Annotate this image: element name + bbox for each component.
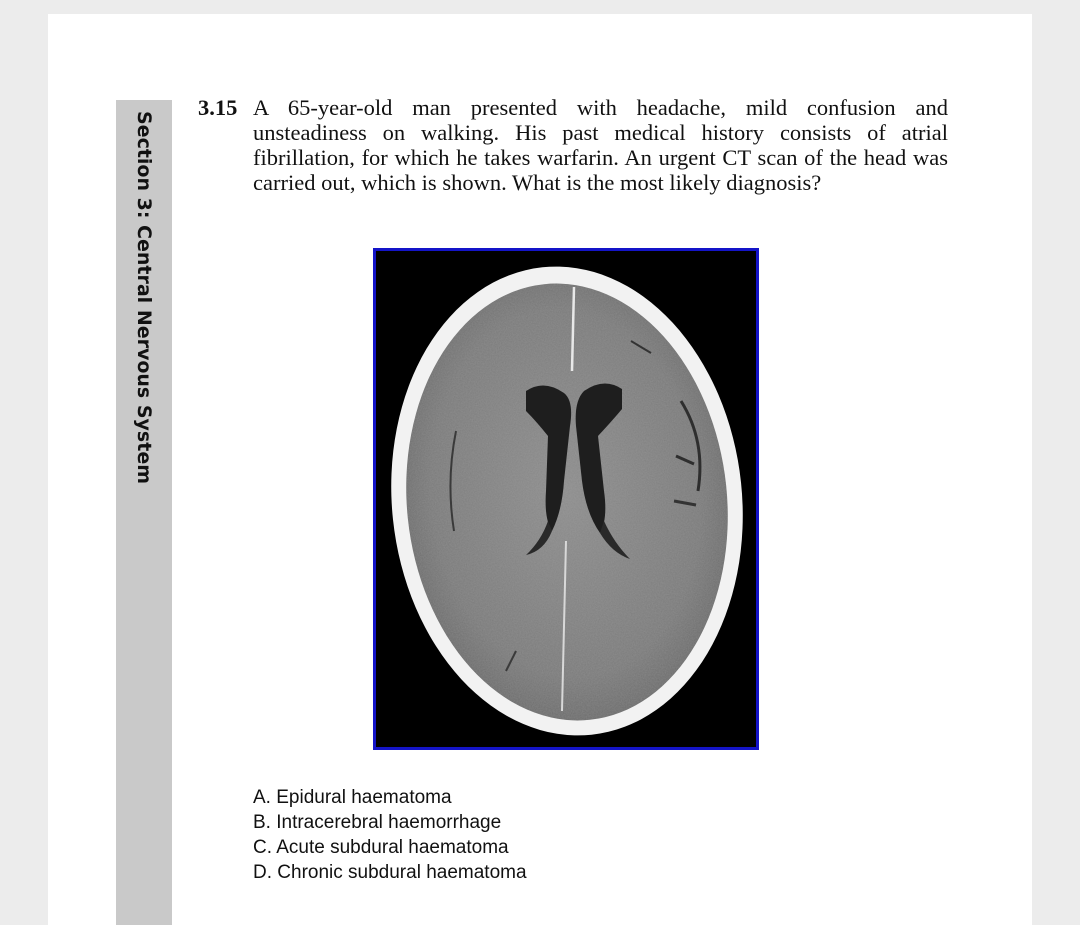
question-number: 3.15	[198, 95, 238, 120]
question-text: A 65-year-old man presented with headache, mild confusion and unsteadiness on walking. His past medical history consists of atrial fibrillation, for which he takes warfarin. An urgent CT scan of the head was carried out, which is shown. What is the most likely diagnosis?	[253, 95, 948, 195]
option-letter: A.	[253, 787, 271, 808]
option-letter: C.	[253, 837, 272, 858]
ct-scan-drawing	[376, 251, 756, 747]
option-b	[253, 810, 527, 835]
document-page	[48, 14, 1032, 925]
option-d	[253, 860, 527, 885]
ct-scan-image	[373, 248, 759, 750]
question-block	[198, 95, 948, 195]
option-c	[253, 835, 527, 860]
option-text: Acute subdural haematoma	[276, 837, 509, 858]
section-label: Section 3: Central Nervous System	[133, 111, 155, 485]
option-letter: B.	[253, 812, 271, 833]
option-text: Epidural haematoma	[276, 787, 452, 808]
option-text: Chronic subdural haematoma	[277, 862, 527, 883]
option-letter: D.	[253, 862, 272, 883]
option-a	[253, 785, 527, 810]
answer-options	[253, 785, 527, 885]
option-text: Intracerebral haemorrhage	[276, 812, 502, 833]
